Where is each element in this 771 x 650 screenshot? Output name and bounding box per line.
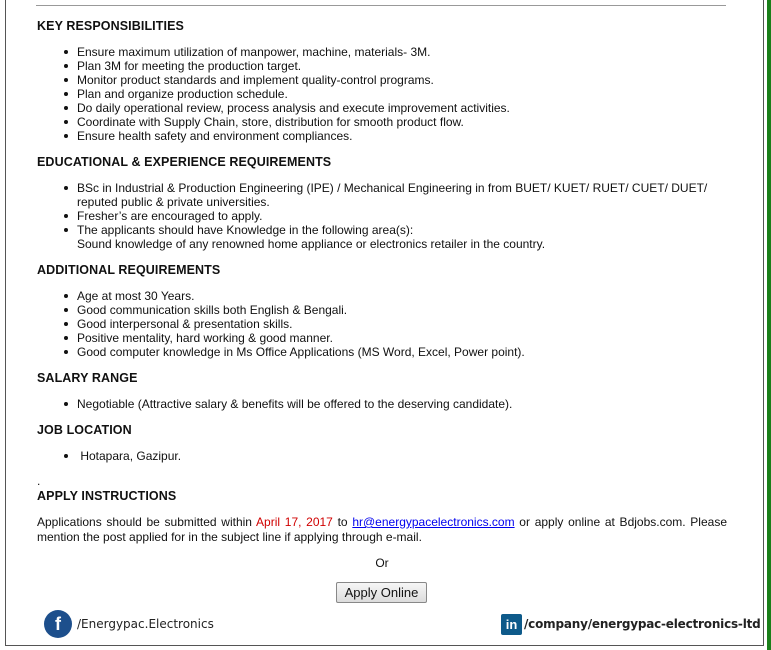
list-item: Plan and organize production schedule. [37, 87, 727, 101]
list-item: Do daily operational review, process analysis and execute improvement activities. [37, 101, 727, 115]
list-item: Monitor product standards and implement quality-control programs. [37, 73, 727, 87]
linkedin-icon [501, 614, 522, 635]
apply-text-rest: or apply online at Bdjobs.com. Please mention the post applied for in the subject line if applying through e-mail. [37, 515, 727, 544]
job-location-list [37, 449, 727, 463]
list-item [37, 223, 727, 251]
key-responsibilities-heading: KEY RESPONSIBILITIES [37, 19, 184, 33]
list-item: Plan 3M for meeting the production target. [37, 59, 727, 73]
deadline-date: April 17, 2017 [256, 515, 333, 529]
list-item: Fresher’s are encouraged to apply. [37, 209, 727, 223]
facebook-glyph: f [55, 614, 61, 634]
list-item: BSc in Industrial & Production Engineering (IPE) / Mechanical Engineering in from BUET/ KUET/ RUET/ CUET/ DUET/ reputed public & private universities. [37, 181, 727, 209]
facebook-page-text: /Energypac.Electronics [77, 617, 214, 631]
or-separator: Or [375, 556, 389, 570]
list-item: Good interpersonal & presentation skills. [37, 317, 727, 331]
divider [36, 5, 726, 6]
facebook-link[interactable] [44, 609, 214, 639]
apply-text-intro: Applications should be submitted within [37, 515, 257, 529]
salary-range-list [37, 397, 727, 411]
education-heading: EDUCATIONAL & EXPERIENCE REQUIREMENTS [37, 155, 332, 169]
list-item: Ensure maximum utilization of manpower, machine, materials- 3M. [37, 45, 727, 59]
email-link[interactable]: hr@energypacelectronics.com [352, 515, 515, 529]
additional-requirements-list [37, 289, 727, 359]
key-responsibilities-list [37, 45, 727, 143]
knowledge-intro: The applicants should have Knowledge in the following area(s): [77, 223, 414, 237]
linkedin-page-text: /company/energypac-electronics-ltd [524, 617, 761, 631]
education-list [37, 181, 727, 251]
list-item: Ensure health safety and environment compliances. [37, 129, 727, 143]
list-item: Good computer knowledge in Ms Office Applications (MS Word, Excel, Power point). [37, 345, 727, 359]
list-item: Positive mentality, hard working & good manner. [37, 331, 727, 345]
salary-range-heading: SALARY RANGE [37, 371, 138, 385]
list-item: Coordinate with Supply Chain, store, distribution for smooth product flow. [37, 115, 727, 129]
apply-online-button[interactable]: Apply Online [336, 582, 427, 603]
apply-instructions-text [37, 515, 727, 544]
additional-requirements-heading: ADDITIONAL REQUIREMENTS [37, 263, 221, 277]
stray-dot: . [37, 474, 41, 488]
knowledge-detail: Sound knowledge of any renowned home appliance or electronics retailer in the country. [77, 237, 546, 251]
linkedin-glyph: in [505, 616, 518, 632]
apply-instructions-heading: APPLY INSTRUCTIONS [37, 489, 177, 503]
window-edge [767, 0, 771, 650]
linkedin-link[interactable] [501, 613, 761, 635]
list-item: Age at most 30 Years. [37, 289, 727, 303]
list-item: Negotiable (Attractive salary & benefits will be offered to the deserving candidate). [37, 397, 727, 411]
list-item: Hotapara, Gazipur. [37, 449, 727, 463]
list-item: Good communication skills both English & Bengali. [37, 303, 727, 317]
job-location-heading: JOB LOCATION [37, 423, 132, 437]
facebook-icon [44, 610, 72, 638]
apply-text-to: to [332, 515, 353, 529]
